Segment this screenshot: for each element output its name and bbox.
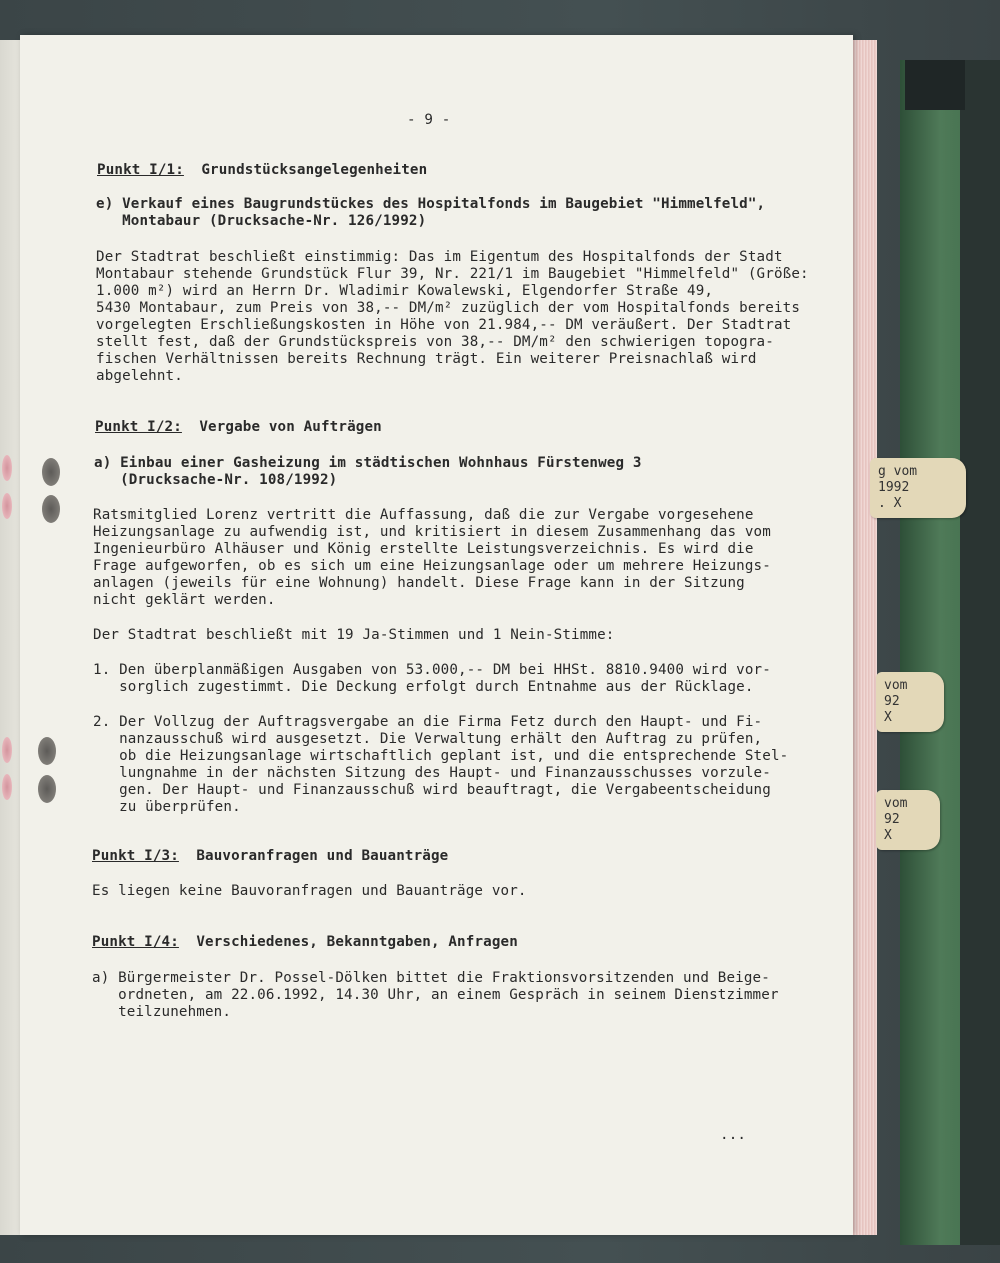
sub-heading-line: Montabaur (Drucksache-Nr. 126/1992) — [96, 213, 427, 229]
body-line: teilzunehmen. — [92, 1004, 232, 1020]
punch-hole — [2, 737, 12, 763]
index-tab-2: vom 92 X — [876, 672, 944, 732]
punch-hole — [38, 775, 56, 803]
body-line: 5430 Montabaur, zum Preis von 38,-- DM/m² zuzüglich der vom Hospitalfonds bereits — [96, 300, 801, 316]
list-item-line: sorglich zugestimmt. Die Deckung erfolgt durch Entnahme aus der Rücklage. — [93, 679, 754, 695]
body-line: abgelehnt. — [96, 368, 183, 384]
index-tab-1: g vom 1992 . X — [870, 458, 966, 518]
section-number: Punkt I/4: — [92, 934, 179, 950]
body-line: nicht geklärt werden. — [93, 592, 276, 608]
section-number: Punkt I/2: — [95, 419, 182, 435]
binder-corner — [905, 60, 965, 110]
punch-hole — [42, 458, 60, 486]
list-item-line: ob die Heizungsanlage wirtschaftlich geplant ist, und die entsprechende Stel- — [93, 748, 789, 764]
section-heading — [92, 934, 518, 951]
body-line: Ratsmitglied Lorenz vertritt die Auffassung, daß die zur Vergabe vorgesehene — [93, 507, 754, 523]
section-number: Punkt I/1: — [97, 162, 184, 178]
body-line: fischen Verhältnissen bereits Rechnung trägt. Ein weiterer Preisnachlaß wird — [96, 351, 757, 367]
section-heading — [97, 162, 427, 179]
body-line: Ingenieurbüro Alhäuser und König erstellte Leistungsverzeichnis. Es wird die — [93, 541, 754, 557]
list-item-line: 1. Den überplanmäßigen Ausgaben von 53.000,-- DM bei HHSt. 8810.9400 wird vor- — [93, 662, 771, 678]
punch-hole — [2, 493, 12, 519]
body-line: vorgelegten Erschließungskosten in Höhe von 21.984,-- DM veräußert. Der Stadtrat — [96, 317, 792, 333]
section-title: Grundstücksangelegenheiten — [201, 162, 428, 178]
body-line: Heizungsanlage zu aufwendig ist, und kritisiert in diesem Zusammenhang das vom — [93, 524, 771, 540]
body-line: 1.000 m²) wird an Herrn Dr. Wladimir Kowalewski, Elgendorfer Straße 49, — [96, 283, 714, 299]
continuation-marker: ... — [720, 1127, 747, 1143]
sub-heading-line: (Drucksache-Nr. 108/1992) — [94, 472, 338, 488]
sub-heading-line: e) Verkauf eines Baugrundstückes des Hospitalfonds im Baugebiet "Himmelfeld", — [96, 196, 766, 212]
punch-hole — [2, 774, 12, 800]
section-title: Bauvoranfragen und Bauanträge — [196, 848, 449, 864]
page-number: - 9 - — [407, 112, 451, 128]
document-page — [20, 35, 853, 1235]
section-heading — [95, 419, 382, 436]
section-number: Punkt I/3: — [92, 848, 179, 864]
body-line: ordneten, am 22.06.1992, 14.30 Uhr, an einem Gespräch in seinem Dienstzimmer — [92, 987, 779, 1003]
body-line: stellt fest, daß der Grundstückspreis von 38,-- DM/m² den schwierigen topogra- — [96, 334, 774, 350]
binder-spine — [960, 60, 1000, 1245]
punch-hole — [38, 737, 56, 765]
punch-hole — [2, 455, 12, 481]
body-line: Frage aufgeworfen, ob es sich um eine Heizungsanlage oder um mehrere Heizungs- — [93, 558, 771, 574]
list-item-line: 2. Der Vollzug der Auftragsvergabe an die Firma Fetz durch den Haupt- und Fi- — [93, 714, 763, 730]
section-title: Verschiedenes, Bekanntgaben, Anfragen — [196, 934, 518, 950]
list-item-line: zu überprüfen. — [93, 799, 241, 815]
section-title: Vergabe von Aufträgen — [199, 419, 382, 435]
body-line: a) Bürgermeister Dr. Possel-Dölken bittet die Fraktionsvorsitzenden und Beige- — [92, 970, 770, 986]
punch-hole — [42, 495, 60, 523]
section-heading — [92, 848, 448, 865]
list-item-line: gen. Der Haupt- und Finanzausschuß wird beauftragt, die Vergabeentscheidung — [93, 782, 771, 798]
body-line: Montabaur stehende Grundstück Flur 39, Nr. 221/1 im Baugebiet "Himmelfeld" (Größe: — [96, 266, 809, 282]
list-item-line: nanzausschuß wird ausgesetzt. Die Verwaltung erhält den Auftrag zu prüfen, — [93, 731, 763, 747]
body-line: anlagen (jeweils für eine Wohnung) handelt. Diese Frage kann in der Sitzung — [93, 575, 745, 591]
sub-heading-line: a) Einbau einer Gasheizung im städtischen Wohnhaus Fürstenweg 3 — [94, 455, 642, 471]
body-line: Der Stadtrat beschließt einstimmig: Das im Eigentum des Hospitalfonds der Stadt — [96, 249, 783, 265]
body-line: Es liegen keine Bauvoranfragen und Bauanträge vor. — [92, 883, 527, 899]
list-item-line: lungnahme in der nächsten Sitzung des Haupt- und Finanzausschusses vorzule- — [93, 765, 771, 781]
index-tab-3: vom 92 X — [876, 790, 940, 850]
decision-line: Der Stadtrat beschließt mit 19 Ja-Stimmen und 1 Nein-Stimme: — [93, 627, 615, 643]
